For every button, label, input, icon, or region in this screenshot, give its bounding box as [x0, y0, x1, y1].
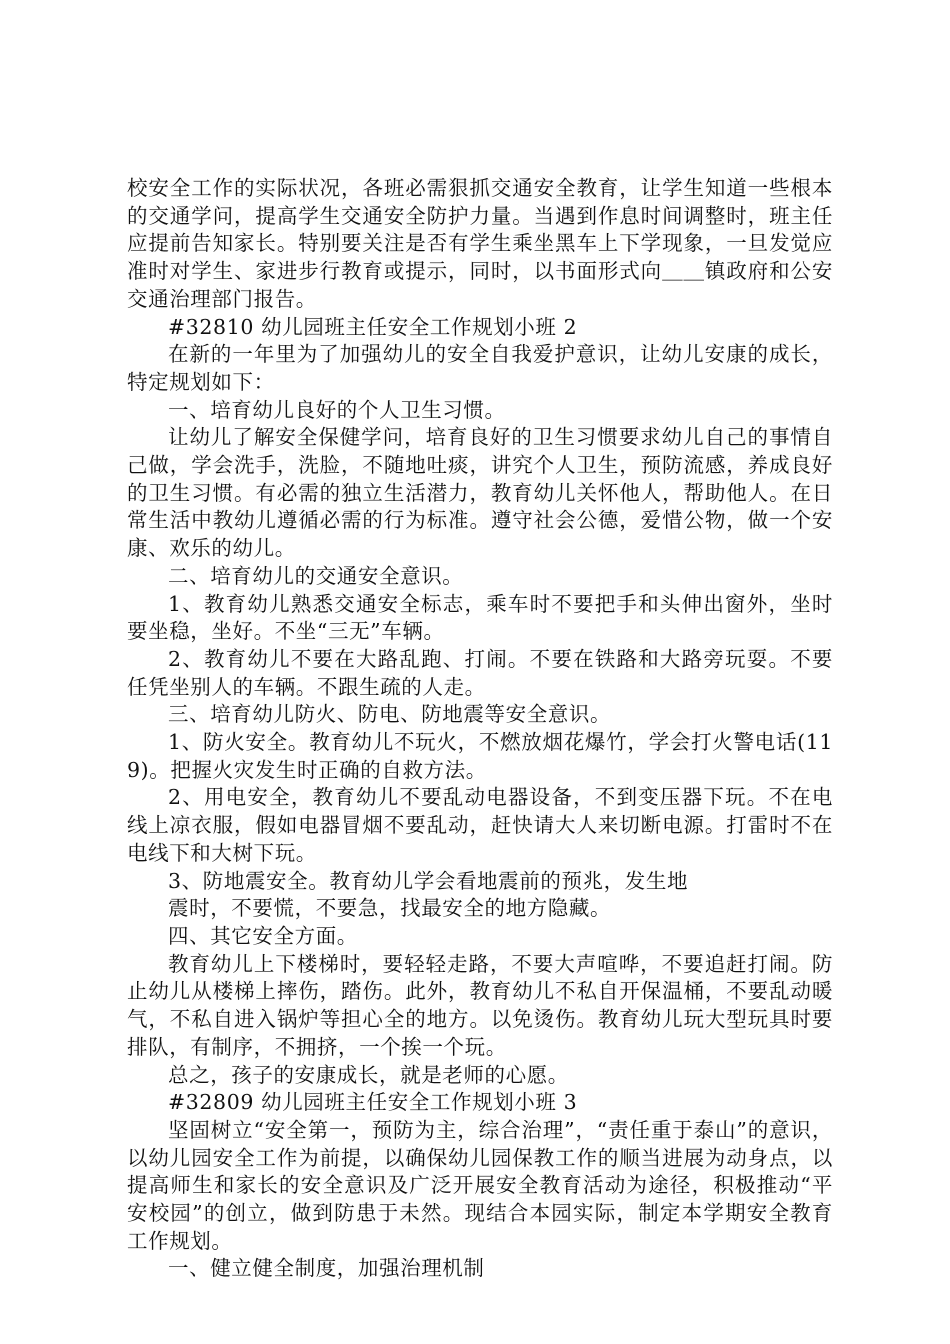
list-item-fire-safety: 1、防火安全。教育幼儿不玩火，不燃放烟花爆竹，学会打火警电话(119)。把握火灾发生时正确的自救方法。	[127, 730, 833, 782]
heading-hygiene-habits: 一、培育幼儿良好的个人卫生习惯。	[168, 397, 506, 422]
document-body	[127, 175, 833, 1283]
list-item-traffic-signs: 1、教育幼儿熟悉交通安全标志，乘车时不要把手和头伸出窗外，坐时要坐稳，坐好。不坐“三无”车辆。	[127, 591, 833, 644]
list-item-earthquake-safety: 3、防地震安全。教育幼儿学会看地震前的预兆，发生地	[168, 868, 689, 893]
heading-fire-electric-earthquake: 三、培育幼儿防火、防电、防地震等安全意识。	[168, 702, 612, 727]
heading-system-building: 一、健立健全制度，加强治理机制	[168, 1256, 485, 1281]
section-heading-plan-3: #32809 幼儿园班主任安全工作规划小班 3	[168, 1090, 578, 1115]
heading-traffic-awareness: 二、培育幼儿的交通安全意识。	[168, 563, 464, 588]
paragraph-intro-plan-2: 在新的一年里为了加强幼儿的安全自我爱护意识，让幼儿安康的成长，特定规划如下：	[127, 342, 833, 394]
paragraph-intro-plan-3: 坚固树立“安全第一，预防为主，综合治理”，“责任重于泰山”的意识，以幼儿园安全工作为前提，以确保幼儿园保教工作的顺当进展为动身点，以提高师生和家长的安全意识及广泛开展安全教育活动为途径，积极推动“平安校园”的创立，做到防患于未然。现结合本园实际，制定本学期安全教育工作规划。	[127, 1117, 833, 1253]
paragraph-conclusion: 总之，孩子的安康成长，就是老师的心愿。	[168, 1062, 569, 1087]
paragraph-hygiene-habits: 让幼儿了解安全保健学问，培育良好的卫生习惯要求幼儿自己的事情自己做，学会洗手，洗脸，不随地吐痰，讲究个人卫生，预防流感，养成良好的卫生习惯。有必需的独立生活潜力，教育幼儿关怀他人，帮助他人。在日常生活中教幼儿遵循必需的行为标准。遵守社会公德，爱惜公物，做一个安康、欢乐的幼儿。	[127, 425, 833, 561]
list-item-road-safety: 2、教育幼儿不要在大路乱跑、打闹。不要在铁路和大路旁玩耍。不要任凭坐别人的车辆。不跟生疏的人走。	[127, 646, 833, 699]
heading-other-safety: 四、其它安全方面。	[168, 923, 358, 948]
paragraph-earthquake-continued: 震时，不要慌，不要急，找最安全的地方隐藏。	[168, 896, 612, 921]
paragraph-other-safety: 教育幼儿上下楼梯时，要轻轻走路，不要大声喧哗，不要追赶打闹。防止幼儿从楼梯上摔伤，踏伤。此外，教育幼儿不私自开保温桶，不要乱动暖气，不私自进入锅炉等担心全的地方。以免烫伤。教育幼儿玩大型玩具时要排队，有制序，不拥挤，一个挨一个玩。	[127, 951, 833, 1059]
section-heading-plan-2: #32810 幼儿园班主任安全工作规划小班 2	[168, 314, 578, 339]
list-item-electric-safety: 2、用电安全，教育幼儿不要乱动电器设备，不到变压器下玩。不在电线上凉衣服，假如电器冒烟不要乱动，赶快请大人来切断电源。打雷时不在电线下和大树下玩。	[127, 785, 833, 865]
paragraph-traffic-safety-ending: 校安全工作的实际状况，各班必需狠抓交通安全教育，让学生知道一些根本的交通学问，提高学生交通安全防护力量。当遇到作息时间调整时，班主任应提前告知家长。特别要关注是否有学生乘坐黑车上下学现象，一旦发觉应准时对学生、家进步行教育或提示，同时，以书面形式向＿＿镇政府和公安交通治理部门报告。	[127, 176, 833, 311]
